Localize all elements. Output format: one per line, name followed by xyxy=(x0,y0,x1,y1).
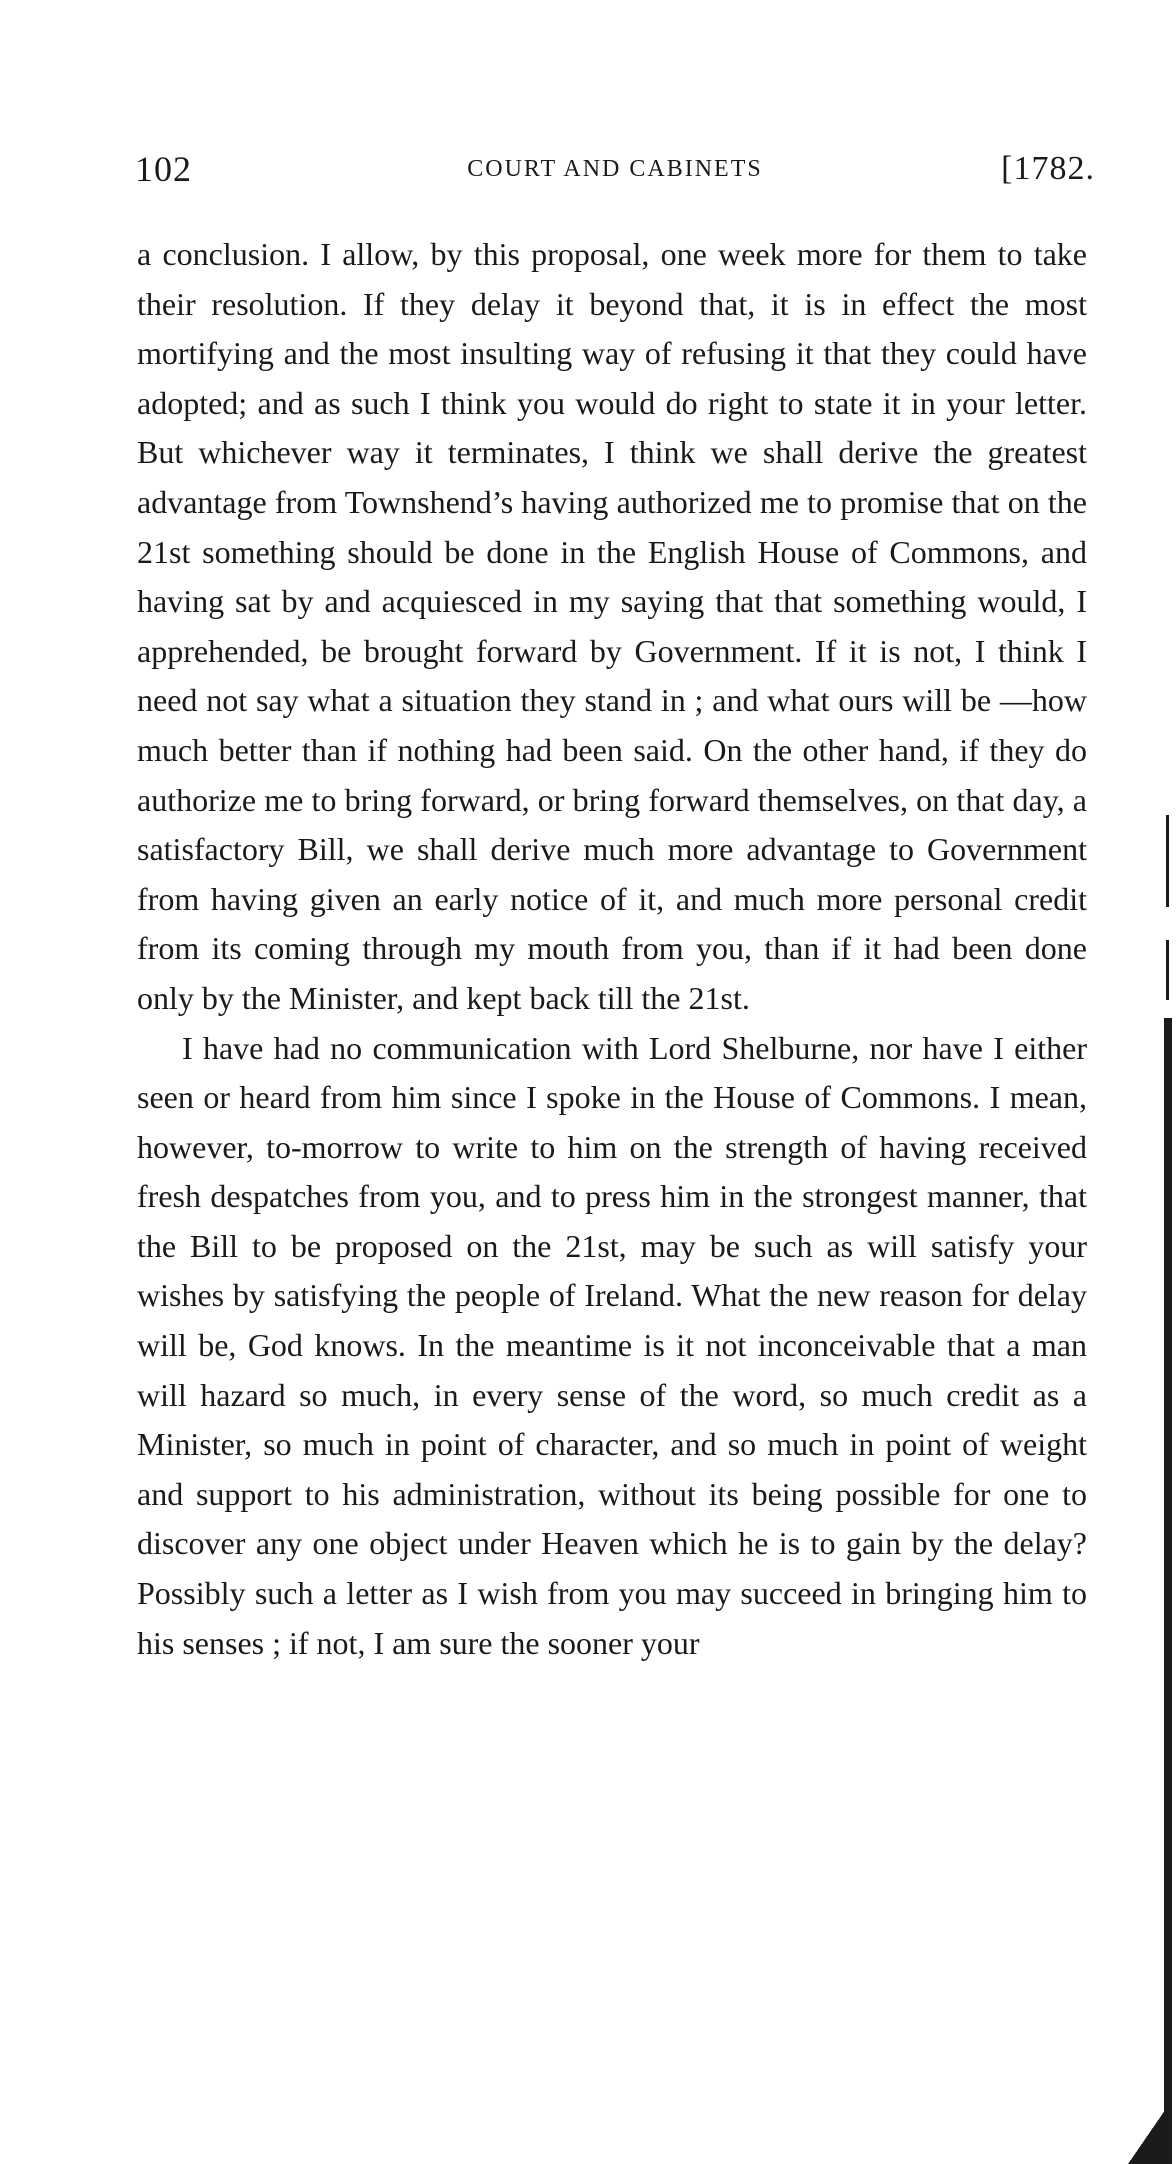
running-head xyxy=(135,148,1095,198)
page-edge-shadow xyxy=(1164,1018,1172,2118)
body-text xyxy=(137,230,1087,1668)
page-edge-mark xyxy=(1166,940,1169,1000)
page-corner-shadow xyxy=(1128,2100,1172,2164)
running-title: COURT AND CABINETS xyxy=(467,156,763,182)
page-edge-mark xyxy=(1166,815,1169,907)
header-year: [1782. xyxy=(1001,150,1095,187)
page-number: 102 xyxy=(135,149,192,189)
paragraph-2: I have had no communication with Lord Shelburne, nor have I either seen or heard from him since I spoke in the House of Commons. I mean, however, to-morrow to write to him on the strength of having received fresh despatches from you, and to press him in the strongest manner, that the Bill to be proposed on the 21st, may be such as will satisfy your wishes by satisfying the people of Ireland. What the new reason for delay will be, God knows. In the meantime is it not inconceivable that a man will hazard so much, in every sense of the word, so much credit as a Minister, so much in point of character, and so much in point of weight and support to his administration, without its being possible for one to discover any one object under Heaven which he is to gain by the delay? Possibly such a letter as I wish from you may succeed in bringing him to his senses ; if not, I am sure the sooner your xyxy=(137,1029,1087,1661)
paragraph-1: a conclusion. I allow, by this proposal, one week more for them to take their resolution. If they delay it beyond that, it is in effect the most mortifying and the most insulting way of refusing it that they could have adopted; and as such I think you would do right to state it in your letter. But whichever way it terminates, I think we shall derive the greatest advantage from Townshend’s having authorized me to promise that on the 21st something should be done in the English House of Commons, and having sat by and acquiesced in my saying that that something would, I apprehended, be brought forward by Government. If it is not, I think I need not say what a situation they stand in ; and what ours will be —how much better than if nothing had been said. On the other hand, if they do authorize me to bring forward, or bring forward themselves, on that day, a satisfactory Bill, we shall derive much more advantage to Government from having given an early notice of it, and much more personal credit from its coming through my mouth from you, than if it had been done only by the Minister, and kept back till the 21st. xyxy=(137,236,1087,1016)
